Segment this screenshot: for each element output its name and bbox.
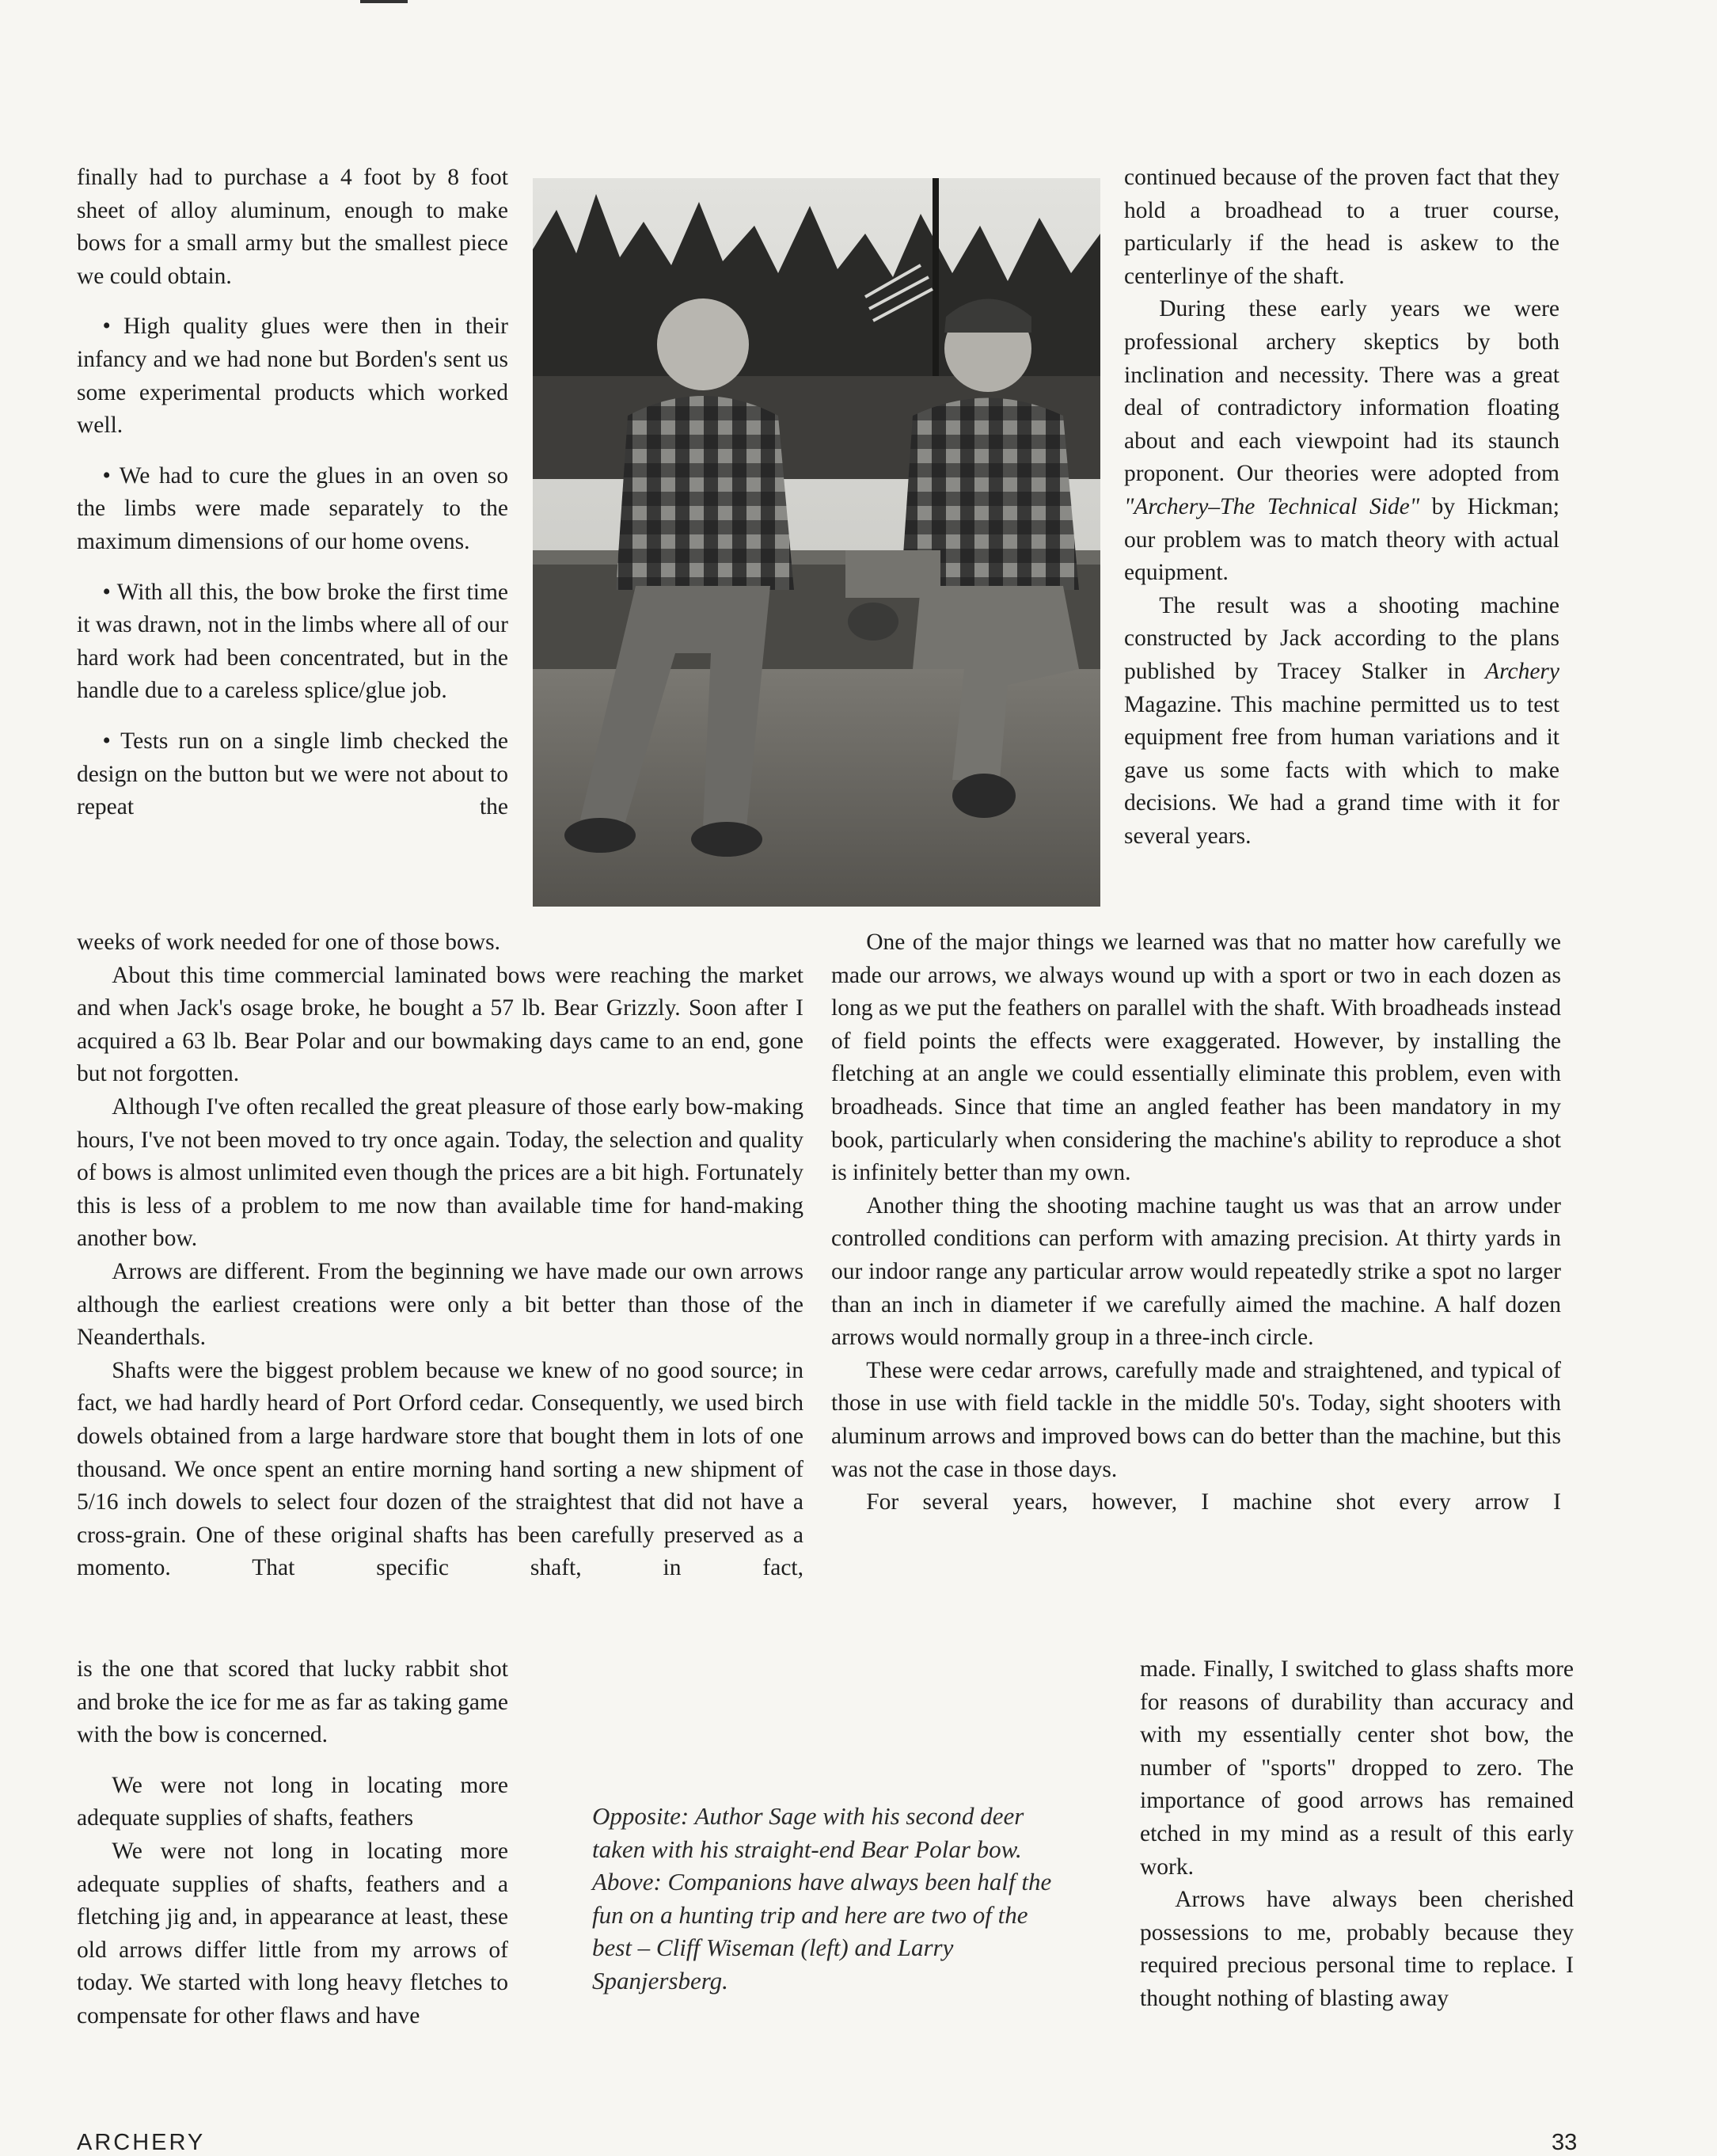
paragraph-continuation: made. Finally, I switched to glass shafts more for reasons of durability than accuracy and with my essentially center shot bow, the number of "sports" dropped to zero. The importance of good arrows has remained etched in my mind as a result of this early work. [1140,1656,1574,1880]
photo-caption: Opposite: Author Sage with his second deer taken with his straight-end Bear Polar bow. Above: Companions have always been half the fun on a hunting trip and here are two of the best – Cliff Wiseman (left) and Larry Spanjersberg. [592,1802,1052,1994]
top-edge-mark [360,0,408,3]
paragraph: One of the major things we learned was that no matter how carefully we made our arrows, we always wound up with a sport or two in each dozen as long as we put the feathers on parallel with the shaft. With broadheads instead of field points the effects were exaggerated. However, by installing the fletching at an angle we could essentially eliminate this problem, even with broadheads. Since that time an angled feather has been mandatory in my book, particularly when considering the machine's ability to reproduce a shot is infinitely better than my own. [831,930,1561,1186]
paragraph: Shafts were the biggest problem because we knew of no good source; in fact, we had hardly heard of Port Orford cedar. Consequently, we used birch dowels obtained from a large hardware store that bought them in lots of one thousand. We once spent an entire morning hand sorting a new shipment of 5/16 inch dowels to select four dozen of the straightest that did not have a cross-grain. One of these original shafts has been carefully preserved as a momento. That specific shaft, in fact, [77,1357,803,1581]
right-column-bottom [1140,1653,1574,2016]
paragraph-text: Magazine. This machine permitted us to test equipment free from human variations and it gave us some facts with which to make decisions. We had a grand time with it for several years. [1124,691,1559,849]
paragraph-continuation: weeks of work needed for one of those bows. [77,930,500,955]
paragraph [1124,590,1559,854]
bullet-paragraph: • With all this, the bow broke the first time it was drawn, not in the limbs where all of our hard work had been concentrated, but in the handle due to a careless splice/glue job. [77,579,508,704]
book-title: "Archery–The Technical Side" [1124,493,1420,519]
paragraph-text: During these early years we were professional archery skeptics by both inclination and necessity. There was a great deal of contradictory information floating about and each viewpoint had its staunch proponent. Our theories were adopted from [1124,296,1559,487]
photo-two-hunters [533,178,1100,907]
bullet-paragraph: • High quality glues were then in their infancy and we had none but Borden's sent us some experimental products which worked well. [77,314,508,439]
right-column-wide [831,926,1561,1519]
page-number: 33 [1552,2130,1578,2155]
paragraph-continuation: continued because of the proven fact that they hold a broadhead to a truer course, particularly if the head is askew to the centerlinye of the shaft. [1124,165,1559,289]
magazine-name: ARCHERY [77,2130,206,2155]
paragraph: Arrows have always been cherished possessions to me, probably because they required precious personal time to replace. I thought nothing of blasting away [1140,1887,1574,2011]
paragraph: For several years, however, I machine shot every arrow I [866,1489,1561,1515]
left-column-top [77,162,508,824]
bullet-paragraph: • We had to cure the glues in an oven so the limbs were made separately to the maximum dimensions of our home ovens. [77,462,508,554]
paragraph: These were cedar arrows, carefully made and straightened, and typical of those in use with field tackle in the middle 50's. Today, sight shooters with aluminum arrows and improved bows can do better than the machine, but this was not the case in those days. [831,1357,1561,1482]
photo-illustration [533,178,1100,907]
paragraph [1124,293,1559,589]
paragraph: is the one that scored that lucky rabbit shot and broke the ice for me as far as taking game with the bow is concerned. [77,1656,508,1748]
paragraph: finally had to purchase a 4 foot by 8 foot sheet of alloy aluminum, enough to make bows for a small army but the smallest piece we could obtain. [77,165,508,289]
left-column-bottom [77,1653,508,2033]
paragraph: We were not long in locating more adequate supplies of shafts, feathers [77,1772,508,1831]
magazine-title: Archery [1485,658,1560,684]
paragraph-text: The result was a shooting machine constructed by Jack according to the plans published by Tracey Stalker in [1124,592,1559,684]
paragraph: About this time commercial laminated bows were reaching the market and when Jack's osage broke, he bought a 57 lb. Bear Grizzly. Soon after I acquired a 63 lb. Bear Polar and our bowmaking days came to an end, gone but not forgotten. [77,962,803,1087]
paragraph-text: by Hickman; our problem was to match theory with actual equipment. [1124,493,1559,586]
bullet-paragraph: • Tests run on a single limb checked the design on the button but we were not about to repeat the [77,728,508,820]
right-column-top [1124,162,1559,853]
paragraph: Another thing the shooting machine taught us was that an arrow under controlled conditions can perform with amazing precision. At thirty yards in our indoor range any particular arrow would repeatedly strike a spot no larger than an inch in diameter if we carefully aimed the machine. A half dozen arrows would normally group in a three-inch circle. [831,1192,1561,1351]
paragraph: Arrows are different. From the beginning we have made our own arrows although the earliest creations were only a bit better than those of the Neanderthals. [77,1258,803,1351]
paragraph: Although I've often recalled the great pleasure of those early bow-making hours, I've not been moved to try once again. Today, the selection and quality of bows is almost unlimited even though the prices are a bit high. Fortunately this is less of a problem to me now than available time for hand-making another bow. [77,1093,803,1252]
paragraph: We were not long in locating more adequate supplies of shafts, feathers and a fletching jig and, in appearance at least, these old arrows differ little from my arrows of today. We started with long heavy fletches to compensate for other flaws and have [77,1838,508,2029]
left-column-wide [77,926,803,1585]
